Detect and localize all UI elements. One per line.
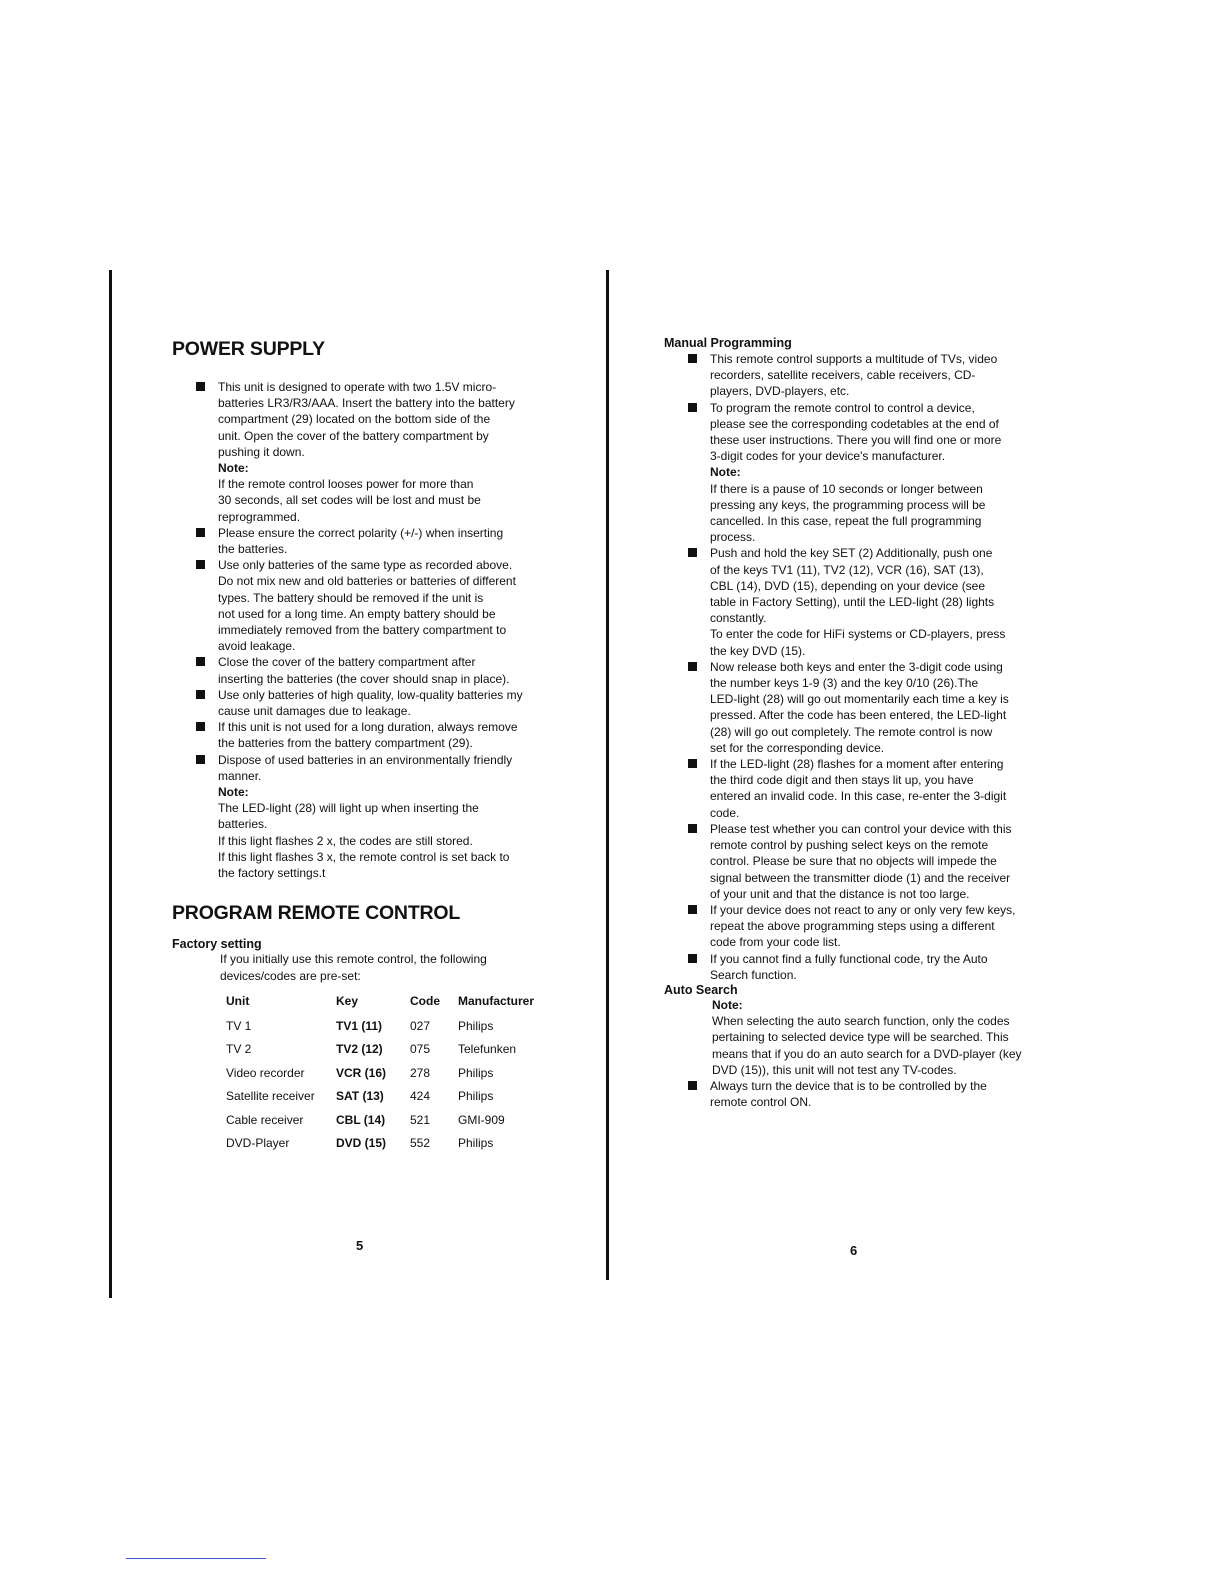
cell-unit: DVD-Player xyxy=(226,1136,290,1151)
cell-key: TV2 (12) xyxy=(336,1042,383,1057)
list-item xyxy=(664,1078,1044,1110)
bullet-square-icon xyxy=(196,755,205,764)
table-row xyxy=(220,1041,542,1065)
note-text: If this light flashes 3 x, the remote control is set back to xyxy=(218,849,510,864)
list-text: signal between the transmitter diode (1) and the receiver xyxy=(710,870,1011,885)
list-item xyxy=(664,951,1044,983)
cell-unit: Video recorder xyxy=(226,1065,305,1080)
list-text: of your unit and that the distance is not too large. xyxy=(710,886,970,901)
program-remote-title: PROGRAM REMOTE CONTROL xyxy=(172,902,461,925)
list-text: not used for a long time. An empty battery should be xyxy=(218,606,496,621)
note-text: If there is a pause of 10 seconds or longer between xyxy=(710,481,983,496)
bullet-square-icon xyxy=(688,403,697,412)
bullet-square-icon xyxy=(688,662,697,671)
cell-key: DVD (15) xyxy=(336,1136,387,1151)
list-text: 3-digit codes for your device's manufacturer. xyxy=(710,449,946,464)
list-text: Use only batteries of the same type as recorded above. xyxy=(218,558,513,573)
list-text: the number keys 1-9 (3) and the key 0/10 (26).The xyxy=(710,676,979,691)
cell-key: CBL (14) xyxy=(336,1112,386,1127)
note-text: cancelled. In this case, repeat the full programming xyxy=(710,514,982,529)
page-number-right: 6 xyxy=(850,1243,858,1258)
table-row xyxy=(220,1112,542,1136)
list-item xyxy=(172,687,552,719)
manual-programming-list xyxy=(664,351,1044,983)
list-text: recorders, satellite receivers, cable receivers, CD- xyxy=(710,368,976,383)
list-text: To program the remote control to control a device, xyxy=(710,400,975,415)
bullet-square-icon xyxy=(688,1081,697,1090)
list-item xyxy=(664,756,1044,821)
cell-manufacturer: Philips xyxy=(458,1089,494,1104)
list-text: Push and hold the key SET (2) Additionally, push one xyxy=(710,546,993,561)
center-fold-rule xyxy=(606,270,609,1280)
list-text: batteries LR3/R3/AAA. Insert the battery into the battery xyxy=(218,396,515,411)
list-item xyxy=(172,654,552,686)
list-text: cause unit damages due to leakage. xyxy=(218,704,411,719)
cell-key: TV1 (11) xyxy=(336,1018,383,1033)
table-row xyxy=(220,1018,542,1042)
cell-unit: TV 1 xyxy=(226,1018,252,1033)
note-text: If the remote control looses power for more than xyxy=(218,477,474,492)
cell-unit: Satellite receiver xyxy=(226,1089,315,1104)
note-text: the factory settings.t xyxy=(218,866,326,881)
note-text: batteries. xyxy=(218,817,268,832)
list-text: Always turn the device that is to be controlled by the xyxy=(710,1078,987,1093)
auto-search-note xyxy=(664,997,1044,1078)
bullet-square-icon xyxy=(688,548,697,557)
note-text: pressing any keys, the programming process will be xyxy=(710,497,986,512)
list-text: inserting the batteries (the cover should snap in place). xyxy=(218,671,510,686)
page-number-left: 5 xyxy=(356,1238,364,1253)
list-item xyxy=(172,379,552,525)
cell-manufacturer: GMI-909 xyxy=(458,1112,505,1127)
list-text: If you cannot find a fully functional code, try the Auto xyxy=(710,951,988,966)
bullet-square-icon xyxy=(196,690,205,699)
list-text: If your device does not react to any or only very few keys, xyxy=(710,902,1016,917)
list-text: immediately removed from the battery compartment to xyxy=(218,623,507,638)
list-item xyxy=(664,821,1044,902)
list-text: This unit is designed to operate with two 1.5V micro- xyxy=(218,380,497,394)
note-label: Note: xyxy=(712,997,743,1012)
right-page xyxy=(664,336,1044,1110)
list-text: compartment (29) located on the bottom side of the xyxy=(218,412,491,427)
bullet-square-icon xyxy=(688,824,697,833)
table-header-row xyxy=(220,994,542,1018)
list-item xyxy=(172,719,552,751)
bullet-square-icon xyxy=(196,560,205,569)
list-text: repeat the above programming steps using a different xyxy=(710,919,995,934)
list-text: LED-light (28) will go out momentarily each time a key is xyxy=(710,692,1009,707)
list-text: set for the corresponding device. xyxy=(710,740,885,755)
list-text: If the LED-light (28) flashes for a moment after entering xyxy=(710,757,1004,772)
note-label: Note: xyxy=(218,785,249,800)
list-text: control. Please be sure that no objects will impede the xyxy=(710,854,997,869)
list-item xyxy=(172,752,552,882)
list-text: Close the cover of the battery compartment after xyxy=(218,655,476,670)
list-text: types. The battery should be removed if the unit is xyxy=(218,590,484,605)
table-row xyxy=(220,1088,542,1112)
list-text: pushing it down. xyxy=(218,444,305,459)
table-row xyxy=(220,1065,542,1089)
intro-text: devices/codes are pre-set: xyxy=(220,968,361,983)
bottom-underline xyxy=(126,1558,266,1559)
note-text: If this light flashes 2 x, the codes are still stored. xyxy=(218,833,473,848)
list-text: the batteries from the battery compartment (29). xyxy=(218,736,473,751)
list-text: remote control ON. xyxy=(710,1095,812,1110)
table-row xyxy=(220,1135,542,1159)
note-text: DVD (15)), this unit will not test any TV-codes. xyxy=(712,1062,957,1077)
factory-codes-table xyxy=(220,994,542,1159)
list-item xyxy=(172,525,552,557)
cell-code: 424 xyxy=(410,1089,431,1104)
list-item xyxy=(172,557,552,654)
power-supply-title: POWER SUPPLY xyxy=(172,338,325,360)
note-text: 30 seconds, all set codes will be lost and must be xyxy=(218,493,481,508)
list-text: code. xyxy=(710,805,740,820)
list-text: players, DVD-players, etc. xyxy=(710,384,850,399)
note-label: Note: xyxy=(710,465,741,480)
left-page xyxy=(172,338,552,1159)
cell-code: 278 xyxy=(410,1065,431,1080)
list-text: of the keys TV1 (11), TV2 (12), VCR (16), SAT (13), xyxy=(710,562,984,577)
factory-setting-heading: Factory setting xyxy=(172,937,262,952)
list-text: these user instructions. There you will find one or more xyxy=(710,433,1002,448)
list-item xyxy=(664,545,1044,658)
cell-manufacturer: Philips xyxy=(458,1136,494,1151)
list-text: Dispose of used batteries in an environmentally friendly xyxy=(218,752,513,767)
bullet-square-icon xyxy=(688,354,697,363)
cell-code: 552 xyxy=(410,1136,431,1151)
col-header-unit: Unit xyxy=(226,993,250,1008)
list-text: Now release both keys and enter the 3-digit code using xyxy=(710,659,1003,674)
cell-code: 027 xyxy=(410,1018,431,1033)
list-text: manner. xyxy=(218,768,262,783)
list-item xyxy=(664,902,1044,951)
list-text: code from your code list. xyxy=(710,935,841,950)
col-header-key: Key xyxy=(336,993,359,1008)
list-text: This remote control supports a multitude of TVs, video xyxy=(710,352,998,366)
list-text: Please ensure the correct polarity (+/-) when inserting xyxy=(218,525,504,540)
list-item xyxy=(664,659,1044,756)
manual-programming-heading: Manual Programming xyxy=(664,336,792,350)
list-text: To enter the code for HiFi systems or CD-players, press xyxy=(710,627,1006,642)
note-text: The LED-light (28) will light up when inserting the xyxy=(218,801,479,816)
cell-key: SAT (13) xyxy=(336,1089,384,1104)
list-text: entered an invalid code. In this case, re-enter the 3-digit xyxy=(710,789,1007,804)
list-text: avoid leakage. xyxy=(218,639,296,654)
list-text: Do not mix new and old batteries or batteries of different xyxy=(218,574,516,589)
list-text: table in Factory Setting), until the LED-light (28) lights xyxy=(710,595,995,610)
intro-text: If you initially use this remote control, the following xyxy=(220,952,487,967)
list-text: the key DVD (15). xyxy=(710,643,806,658)
note-label: Note: xyxy=(218,461,249,476)
list-item xyxy=(664,351,1044,400)
bullet-square-icon xyxy=(196,657,205,666)
cell-code: 075 xyxy=(410,1042,431,1057)
note-text: means that if you do an auto search for a DVD-player (key xyxy=(712,1046,1022,1061)
list-text: the batteries. xyxy=(218,542,288,557)
bullet-square-icon xyxy=(196,382,205,391)
list-text: Use only batteries of high quality, low-quality batteries my xyxy=(218,687,523,702)
list-text: unit. Open the cover of the battery compartment by xyxy=(218,428,489,443)
cell-manufacturer: Philips xyxy=(458,1065,494,1080)
list-text: remote control by pushing select keys on the remote xyxy=(710,838,989,853)
cell-manufacturer: Telefunken xyxy=(458,1042,517,1057)
list-text: If this unit is not used for a long duration, always remove xyxy=(218,720,518,735)
cell-unit: Cable receiver xyxy=(226,1112,304,1127)
list-text: the third code digit and then stays lit up, you have xyxy=(710,773,974,788)
bullet-square-icon xyxy=(688,905,697,914)
note-text: process. xyxy=(710,530,756,545)
list-text: constantly. xyxy=(710,611,767,626)
list-text: Search function. xyxy=(710,967,797,982)
list-text: pressed. After the code has been entered, the LED-light xyxy=(710,708,1007,723)
list-text: (28) will go out completely. The remote control is now xyxy=(710,724,993,739)
power-supply-list xyxy=(172,379,552,881)
cell-key: VCR (16) xyxy=(336,1065,387,1080)
note-text: reprogrammed. xyxy=(218,509,301,524)
bullet-square-icon xyxy=(196,528,205,537)
list-text: CBL (14), DVD (15), depending on your device (see xyxy=(710,578,986,593)
cell-code: 521 xyxy=(410,1112,431,1127)
bullet-square-icon xyxy=(688,954,697,963)
cell-unit: TV 2 xyxy=(226,1042,252,1057)
list-item xyxy=(664,400,1044,546)
note-text: pertaining to selected device type will be searched. This xyxy=(712,1030,1009,1045)
bullet-square-icon xyxy=(196,722,205,731)
factory-setting-intro xyxy=(172,951,552,983)
note-text: When selecting the auto search function, only the codes xyxy=(712,1014,1010,1029)
cell-manufacturer: Philips xyxy=(458,1018,494,1033)
auto-search-heading: Auto Search xyxy=(664,982,738,997)
col-header-manufacturer: Manufacturer xyxy=(458,993,535,1008)
left-margin-rule xyxy=(109,270,112,1298)
list-text: please see the corresponding codetables at the end of xyxy=(710,416,999,431)
bullet-square-icon xyxy=(688,759,697,768)
list-text: Please test whether you can control your device with this xyxy=(710,821,1012,836)
auto-search-list xyxy=(664,1078,1044,1110)
col-header-code: Code xyxy=(410,993,440,1008)
